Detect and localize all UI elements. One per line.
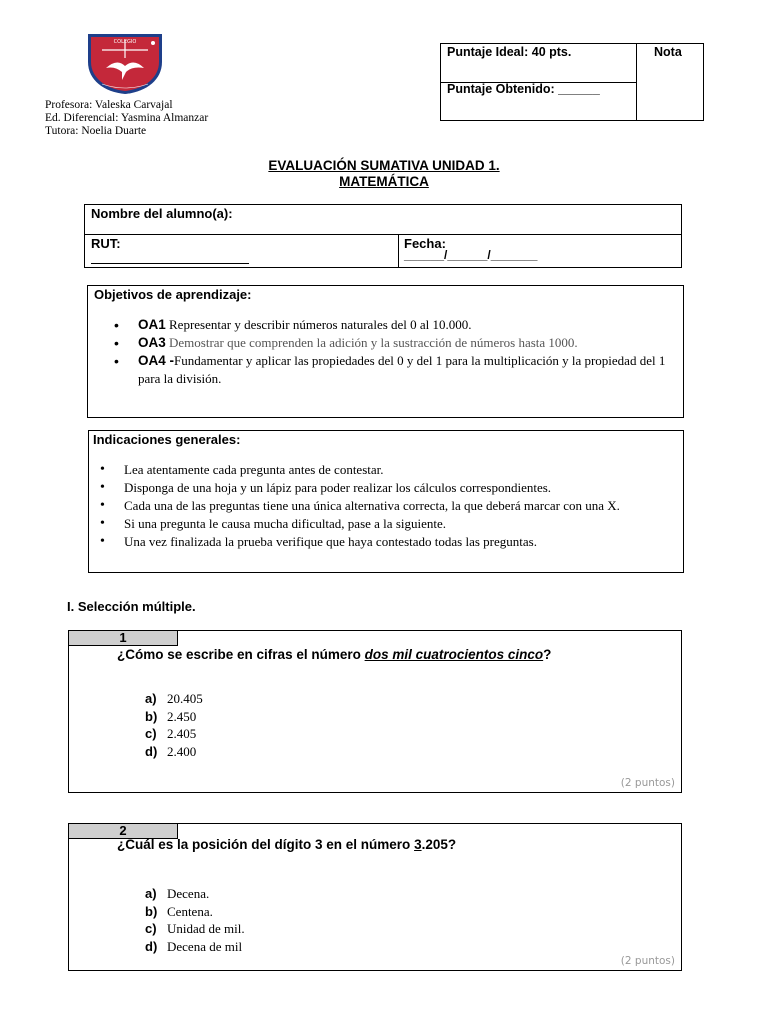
date-label[interactable]: Fecha: [404, 236, 446, 251]
student-name-label[interactable]: Nombre del alumno(a): [91, 206, 233, 221]
option-c[interactable] [145, 920, 245, 938]
option-d[interactable] [145, 938, 245, 956]
question-suffix: .205? [421, 837, 457, 852]
option-letter: b) [145, 708, 158, 724]
section-title: I. Selección múltiple. [67, 599, 196, 614]
objective-text: Demostrar que comprenden la adición y la sustracción de números hasta 1000. [165, 335, 578, 350]
rut-label[interactable]: RUT: [91, 236, 121, 251]
objective-item [110, 334, 670, 352]
special-ed-line: Ed. Diferencial: Yasmina Almanzar [45, 112, 209, 124]
grade-divider [636, 44, 637, 120]
option-a[interactable] [145, 885, 245, 903]
question-box [68, 630, 682, 793]
option-letter: b) [145, 903, 158, 919]
indications-box [88, 430, 684, 573]
option-d[interactable] [145, 743, 203, 761]
question-text [117, 647, 551, 662]
option-text: 2.400 [167, 743, 197, 759]
objective-item [110, 316, 670, 334]
option-text: Unidad de mil. [167, 921, 245, 936]
objective-code: OA1 [138, 317, 166, 332]
date-blanks[interactable]: ______/______/_______ [404, 248, 538, 262]
option-text: Centena. [167, 903, 213, 919]
indication-item: • Una vez finalizada la prueba verifique que haya contestado todas las preguntas. [98, 533, 668, 551]
option-letter: c) [145, 726, 157, 741]
question-highlight: dos mil cuatrocientos cinco [364, 647, 544, 662]
option-letter: a) [145, 691, 157, 706]
ideal-score: Puntaje Ideal: 40 pts. [447, 45, 572, 59]
tutor-line: Tutora: Noelia Duarte [45, 125, 147, 137]
question-prefix: ¿Cuál es la posición del dígito 3 en el número [117, 837, 415, 852]
question-number: 1 [69, 631, 178, 646]
question-points: (2 puntos) [620, 955, 675, 967]
option-letter: c) [145, 921, 157, 936]
objective-code: OA3 [138, 335, 166, 350]
option-text: 2.405 [167, 726, 197, 741]
staff-list [45, 99, 208, 138]
school-logo [82, 30, 168, 96]
obtained-score[interactable]: Puntaje Obtenido: ______ [447, 82, 600, 96]
objective-text: Fundamentar y aplicar las propiedades del 0 y del 1 para la multiplicación y la propiedad del 1 para la división. [138, 353, 666, 386]
options-list [145, 690, 203, 760]
option-b[interactable] [145, 903, 245, 921]
objectives-box [87, 285, 684, 418]
grade-label: Nota [654, 45, 682, 59]
rut-date-divider [398, 234, 399, 267]
indication-item: • Disponga de una hoja y un lápiz para poder realizar los cálculos correspondientes. [98, 479, 668, 497]
objective-code: OA4 - [138, 353, 175, 368]
option-letter: d) [145, 938, 158, 954]
objectives-heading: Objetivos de aprendizaje: [94, 287, 252, 302]
option-letter: d) [145, 743, 158, 759]
option-c[interactable] [145, 725, 203, 743]
option-text: Decena. [167, 886, 210, 901]
indication-item: • Si una pregunta le causa mucha dificultad, pase a la siguiente. [98, 515, 668, 533]
option-letter: a) [145, 886, 157, 901]
objectives-list [110, 316, 670, 388]
options-list [145, 885, 245, 955]
option-text: Decena de mil [167, 938, 243, 954]
svg-text:COLEGIO: COLEGIO [113, 39, 137, 45]
indication-item: • Lea atentamente cada pregunta antes de contestar. [98, 461, 668, 479]
objective-item [110, 352, 670, 388]
exam-title: EVALUACIÓN SUMATIVA UNIDAD 1. [268, 158, 500, 173]
student-info-box [84, 204, 682, 268]
indications-heading: Indicaciones generales: [93, 432, 241, 447]
question-points: (2 puntos) [620, 777, 675, 789]
question-suffix: ? [543, 647, 552, 662]
option-text: 20.405 [167, 691, 203, 706]
teacher-line: Profesora: Valeska Carvajal [45, 99, 173, 111]
student-box-divider [85, 234, 681, 235]
indications-list [98, 461, 668, 551]
score-box [440, 43, 704, 121]
option-a[interactable] [145, 690, 203, 708]
question-box [68, 823, 682, 971]
objective-text: Representar y describir números naturales del 0 al 10.000. [165, 317, 472, 332]
question-highlight: 3 [414, 837, 422, 852]
indication-item: • Cada una de las preguntas tiene una única alternativa correcta, la que deberá marcar con una X. [98, 497, 668, 515]
option-b[interactable] [145, 708, 203, 726]
question-prefix: ¿Cómo se escribe en cifras el número [117, 647, 365, 662]
question-number: 2 [69, 824, 178, 839]
option-text: 2.450 [167, 708, 197, 724]
exam-subject: MATEMÁTICA [339, 174, 429, 189]
rut-blank[interactable] [91, 263, 249, 264]
question-text [117, 837, 456, 852]
